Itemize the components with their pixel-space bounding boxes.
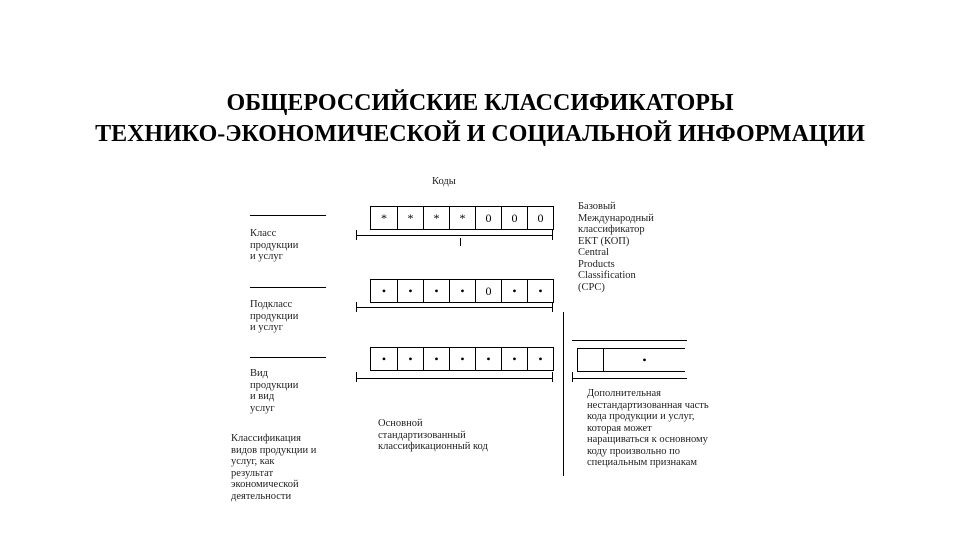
code-cells-kind: [370, 347, 554, 371]
code-cells-subclass: [370, 279, 554, 303]
bracket: [572, 372, 573, 382]
bracket: [552, 302, 553, 312]
bracket: [552, 372, 553, 382]
code-cell: 0: [475, 280, 501, 302]
page-title-line-1: ОБЩЕРОССИЙСКИЕ КЛАССИФИКАТОРЫ: [226, 90, 734, 116]
row-label-subclass: Подкласс продукции и услуг: [250, 299, 299, 333]
code-cell: •: [449, 280, 475, 302]
code-cell: •: [397, 348, 423, 370]
activity-classification-text: Классификация видов продукции и услуг, как результат экономической деятельности: [231, 433, 317, 502]
bracket: [552, 230, 553, 240]
code-cell: *: [381, 210, 387, 225]
row-label-kind: Вид продукции и вид услуг: [250, 368, 299, 414]
additional-top-line: [572, 340, 687, 341]
code-cell: 0: [501, 207, 527, 229]
code-cell: [578, 349, 603, 371]
code-cell: *: [397, 207, 423, 229]
base-classifier-text: Базовый Международный классификатор ЕКТ (КОП) Central Products Classification (CPC): [578, 201, 654, 293]
code-cells-class: [370, 206, 554, 230]
codes-label: Коды: [432, 176, 456, 187]
code-cell: •: [381, 351, 387, 366]
code-cell: •: [397, 280, 423, 302]
code-cell: 0: [475, 207, 501, 229]
bracket: [356, 372, 357, 382]
connector-line: [563, 312, 564, 476]
code-cell: *: [423, 207, 449, 229]
code-cell: •: [381, 283, 387, 298]
code-cell: •: [475, 348, 501, 370]
code-cell: •: [423, 348, 449, 370]
code-cells-additional: [577, 348, 685, 372]
additional-part-text: Дополнительная нестандартизованная часть кода продукции и услуг, которая может наращиваться к основному коду произвольно по специальным признакам: [587, 388, 709, 468]
code-cell: *: [449, 207, 475, 229]
code-cell: •: [527, 280, 553, 302]
code-cell: •: [449, 348, 475, 370]
code-cell: 0: [527, 207, 553, 229]
bracket-tick: [460, 238, 461, 246]
page-title-line-2: ТЕХНИКО-ЭКОНОМИЧЕСКОЙ И СОЦИАЛЬНОЙ ИНФОРМАЦИИ: [95, 121, 865, 147]
bracket: [356, 378, 552, 379]
row-label-class: Класс продукции и услуг: [250, 228, 299, 262]
row-divider: [250, 357, 326, 358]
code-cell: •: [501, 280, 527, 302]
row-divider: [250, 215, 326, 216]
bracket: [356, 307, 552, 308]
bracket: [572, 378, 687, 379]
code-cell: •: [501, 348, 527, 370]
code-cell: •: [527, 348, 553, 370]
code-cell: •: [423, 280, 449, 302]
code-cell: •: [603, 349, 685, 371]
main-code-text: Основной стандартизованный классификационный код: [378, 418, 488, 452]
row-divider: [250, 287, 326, 288]
bracket: [356, 235, 552, 236]
